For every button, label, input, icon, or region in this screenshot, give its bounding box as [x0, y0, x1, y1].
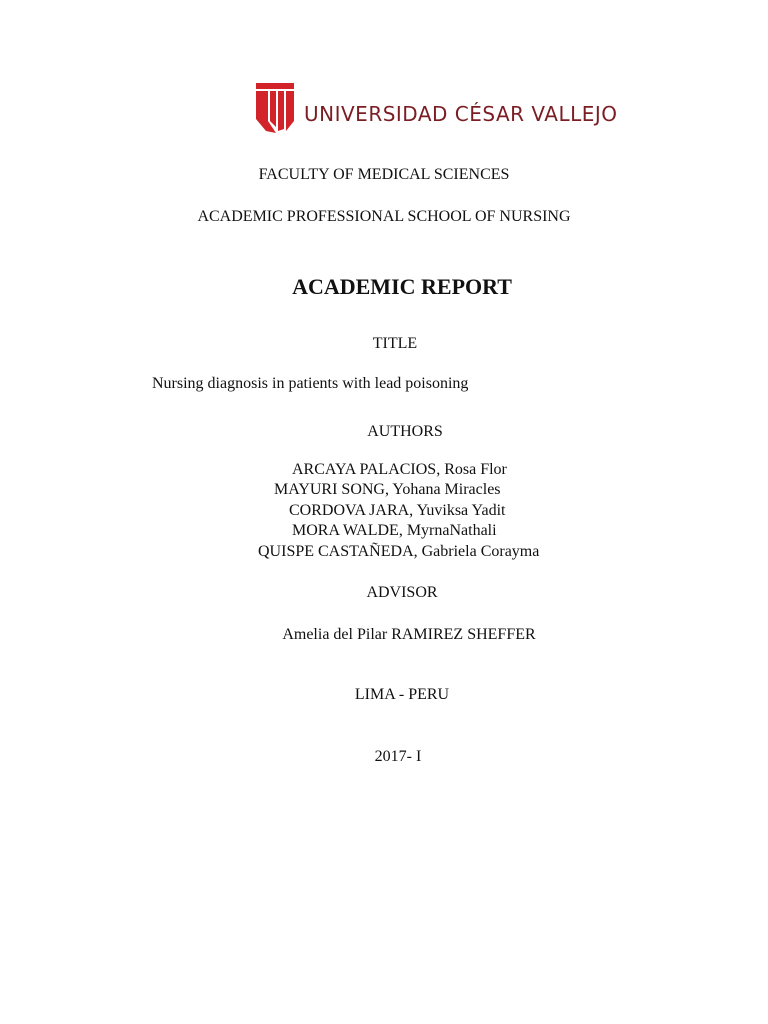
authors-label: AUTHORS — [367, 423, 443, 440]
report-topic: Nursing diagnosis in patients with lead poisoning — [152, 375, 469, 392]
academic-year: 2017- I — [374, 748, 422, 765]
author-name: CORDOVA JARA, Yuviksa Yadit — [289, 502, 506, 519]
author-name: MORA WALDE, MyrnaNathali — [292, 522, 497, 539]
author-name: MAYURI SONG, Yohana Miracles — [274, 481, 501, 498]
university-name: UNIVERSIDAD CÉSAR VALLEJO — [304, 102, 618, 126]
faculty-heading: FACULTY OF MEDICAL SCIENCES — [258, 166, 510, 183]
university-logo — [254, 80, 618, 140]
school-heading: ACADEMIC PROFESSIONAL SCHOOL OF NURSING — [197, 208, 571, 225]
author-name: QUISPE CASTAÑEDA, Gabriela Corayma — [258, 543, 540, 560]
location: LIMA - PERU — [354, 686, 450, 703]
advisor-label: ADVISOR — [366, 584, 438, 601]
university-crest-icon — [254, 81, 296, 139]
title-label: TITLE — [372, 335, 418, 352]
advisor-name: Amelia del Pilar RAMIREZ SHEFFER — [282, 626, 536, 643]
author-name: ARCAYA PALACIOS, Rosa Flor — [292, 461, 507, 478]
report-title: ACADEMIC REPORT — [292, 274, 512, 299]
